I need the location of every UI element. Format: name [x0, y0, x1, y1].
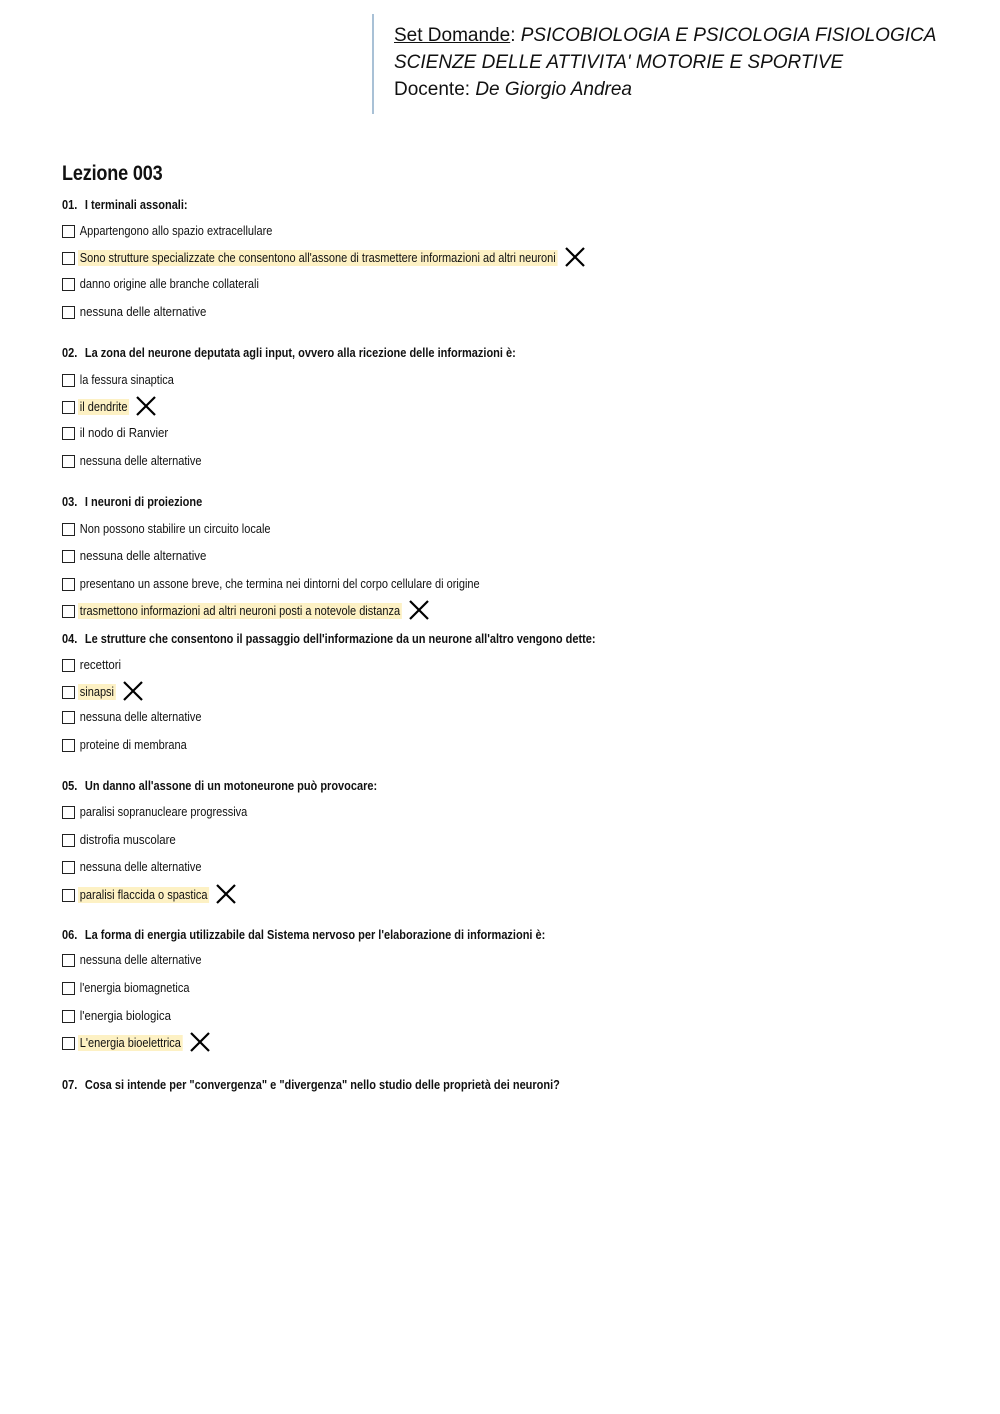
option-text: nessuna delle alternative: [79, 710, 202, 724]
checkbox-icon[interactable]: [62, 1037, 75, 1050]
option-text: la fessura sinaptica: [79, 373, 174, 387]
checkbox-icon[interactable]: [62, 401, 75, 414]
option-text: l'energia biologica: [79, 1008, 171, 1023]
answer-option[interactable]: [62, 1007, 186, 1025]
question-text: Un danno all'assone di un motoneurone può provocare:: [84, 779, 378, 793]
question-1: [62, 198, 188, 212]
checkbox-icon[interactable]: [62, 523, 75, 536]
question-number: 02.: [62, 346, 78, 360]
answer-option[interactable]: [62, 249, 623, 267]
x-mark-icon: [215, 883, 237, 905]
checkbox-icon[interactable]: [62, 659, 75, 672]
checkbox-icon[interactable]: [62, 252, 75, 265]
checkbox-icon[interactable]: [62, 982, 75, 995]
question-6: [62, 928, 545, 942]
option-text: paralisi sopranucleare progressiva: [79, 805, 248, 819]
option-text: paralisi flaccida o spastica: [79, 888, 208, 902]
answer-option[interactable]: [62, 656, 129, 674]
question-text: La zona del neurone deputata agli input, ovvero alla ricezione delle informazioni è:: [84, 346, 516, 360]
checkbox-icon[interactable]: [62, 427, 75, 440]
checkbox-icon[interactable]: [62, 455, 75, 468]
answer-option[interactable]: [62, 602, 446, 620]
question-number: 06.: [62, 928, 78, 942]
option-text: danno origine alle branche collaterali: [79, 277, 259, 291]
option-text: nessuna delle alternative: [79, 953, 202, 967]
answer-option[interactable]: [62, 708, 220, 726]
answer-option[interactable]: [62, 398, 136, 416]
option-text: l'energia biomagnetica: [79, 981, 190, 995]
question-number: 05.: [62, 779, 78, 793]
checkbox-icon[interactable]: [62, 1010, 75, 1023]
question-7: [62, 1078, 560, 1092]
question-2: [62, 346, 516, 360]
checkbox-icon[interactable]: [62, 954, 75, 967]
question-number: 07.: [62, 1078, 78, 1092]
option-text: il nodo di Ranvier: [79, 425, 169, 440]
answer-option[interactable]: [62, 222, 301, 240]
lesson-title: Lezione 003: [62, 162, 163, 185]
question-number: 03.: [62, 495, 78, 509]
answer-option[interactable]: [62, 1034, 197, 1052]
set-colon: :: [510, 25, 516, 46]
option-text: Non possono stabilire un circuito locale: [79, 522, 271, 536]
answer-option[interactable]: [62, 424, 182, 442]
checkbox-icon[interactable]: [62, 550, 75, 563]
teacher-line: [394, 76, 972, 103]
x-mark-icon: [135, 395, 157, 417]
checkbox-icon[interactable]: [62, 806, 75, 819]
option-text: distrofia muscolare: [79, 832, 176, 847]
set-line: [394, 22, 972, 49]
answer-option[interactable]: [62, 858, 220, 876]
question-4: [62, 632, 596, 646]
option-text: trasmettono informazioni ad altri neuroni posti a notevole distanza: [79, 604, 401, 618]
teacher-name: De Giorgio Andrea: [475, 79, 632, 100]
answer-option[interactable]: [62, 371, 189, 389]
option-text: proteine di membrana: [79, 738, 187, 752]
option-text: nessuna delle alternative: [79, 304, 207, 319]
x-mark-icon: [189, 1031, 211, 1053]
program-name: SCIENZE DELLE ATTIVITA' MOTORIE E SPORTIVE: [394, 52, 844, 73]
checkbox-icon[interactable]: [62, 278, 75, 291]
checkbox-icon[interactable]: [62, 861, 75, 874]
checkbox-icon[interactable]: [62, 834, 75, 847]
option-text: sinapsi: [79, 685, 115, 699]
checkbox-icon[interactable]: [62, 739, 75, 752]
answer-option[interactable]: [62, 575, 536, 593]
question-number: 01.: [62, 198, 78, 212]
checkbox-icon[interactable]: [62, 889, 75, 902]
answer-option[interactable]: [62, 803, 272, 821]
answer-option[interactable]: [62, 303, 226, 321]
question-text: Le strutture che consentono il passaggio dell'informazione da un neurone all'altro vengono dette:: [84, 632, 596, 646]
checkbox-icon[interactable]: [62, 605, 75, 618]
x-mark-icon: [564, 246, 586, 268]
option-text: nessuna delle alternative: [79, 548, 207, 563]
checkbox-icon[interactable]: [62, 374, 75, 387]
answer-option[interactable]: [62, 831, 191, 849]
answer-option[interactable]: [62, 979, 207, 997]
answer-option[interactable]: [62, 520, 299, 538]
option-text: recettori: [79, 657, 122, 672]
option-text: Appartengono allo spazio extracellulare: [79, 224, 273, 238]
document-header: [372, 14, 972, 114]
question-number: 04.: [62, 632, 78, 646]
checkbox-icon[interactable]: [62, 711, 75, 724]
checkbox-icon[interactable]: [62, 306, 75, 319]
option-text: nessuna delle alternative: [79, 454, 202, 468]
option-text: L'energia bioelettrica: [79, 1036, 181, 1050]
question-text: I neuroni di proiezione: [84, 495, 203, 509]
answer-option[interactable]: [62, 452, 220, 470]
checkbox-icon[interactable]: [62, 225, 75, 238]
teacher-label: Docente:: [394, 79, 471, 100]
question-3: [62, 495, 202, 509]
question-5: [62, 779, 377, 793]
answer-option[interactable]: [62, 275, 286, 293]
option-text: presentano un assone breve, che termina nei dintorni del corpo cellulare di origine: [79, 577, 480, 591]
x-mark-icon: [122, 680, 144, 702]
option-text: Sono strutture specializzate che consentono all'assone di trasmettere informazioni ad altri neuroni: [79, 251, 556, 265]
option-text: il dendrite: [79, 400, 128, 414]
question-text: I terminali assonali:: [84, 198, 188, 212]
question-text: La forma di energia utilizzabile dal Sistema nervoso per l'elaborazione di informazioni è:: [84, 928, 546, 942]
answer-option[interactable]: [62, 683, 121, 701]
answer-option[interactable]: [62, 547, 226, 565]
checkbox-icon[interactable]: [62, 578, 75, 591]
course-name: PSICOBIOLOGIA E PSICOLOGIA FISIOLOGICA: [520, 25, 937, 46]
question-text: Cosa si intende per "convergenza" e "divergenza" nello studio delle proprietà dei neuroni?: [84, 1078, 560, 1092]
set-label: Set Domande: [394, 25, 511, 46]
answer-option[interactable]: [62, 886, 227, 904]
option-text: nessuna delle alternative: [79, 860, 202, 874]
answer-option[interactable]: [62, 736, 204, 754]
x-mark-icon: [408, 599, 430, 621]
checkbox-icon[interactable]: [62, 686, 75, 699]
answer-option[interactable]: [62, 951, 220, 969]
